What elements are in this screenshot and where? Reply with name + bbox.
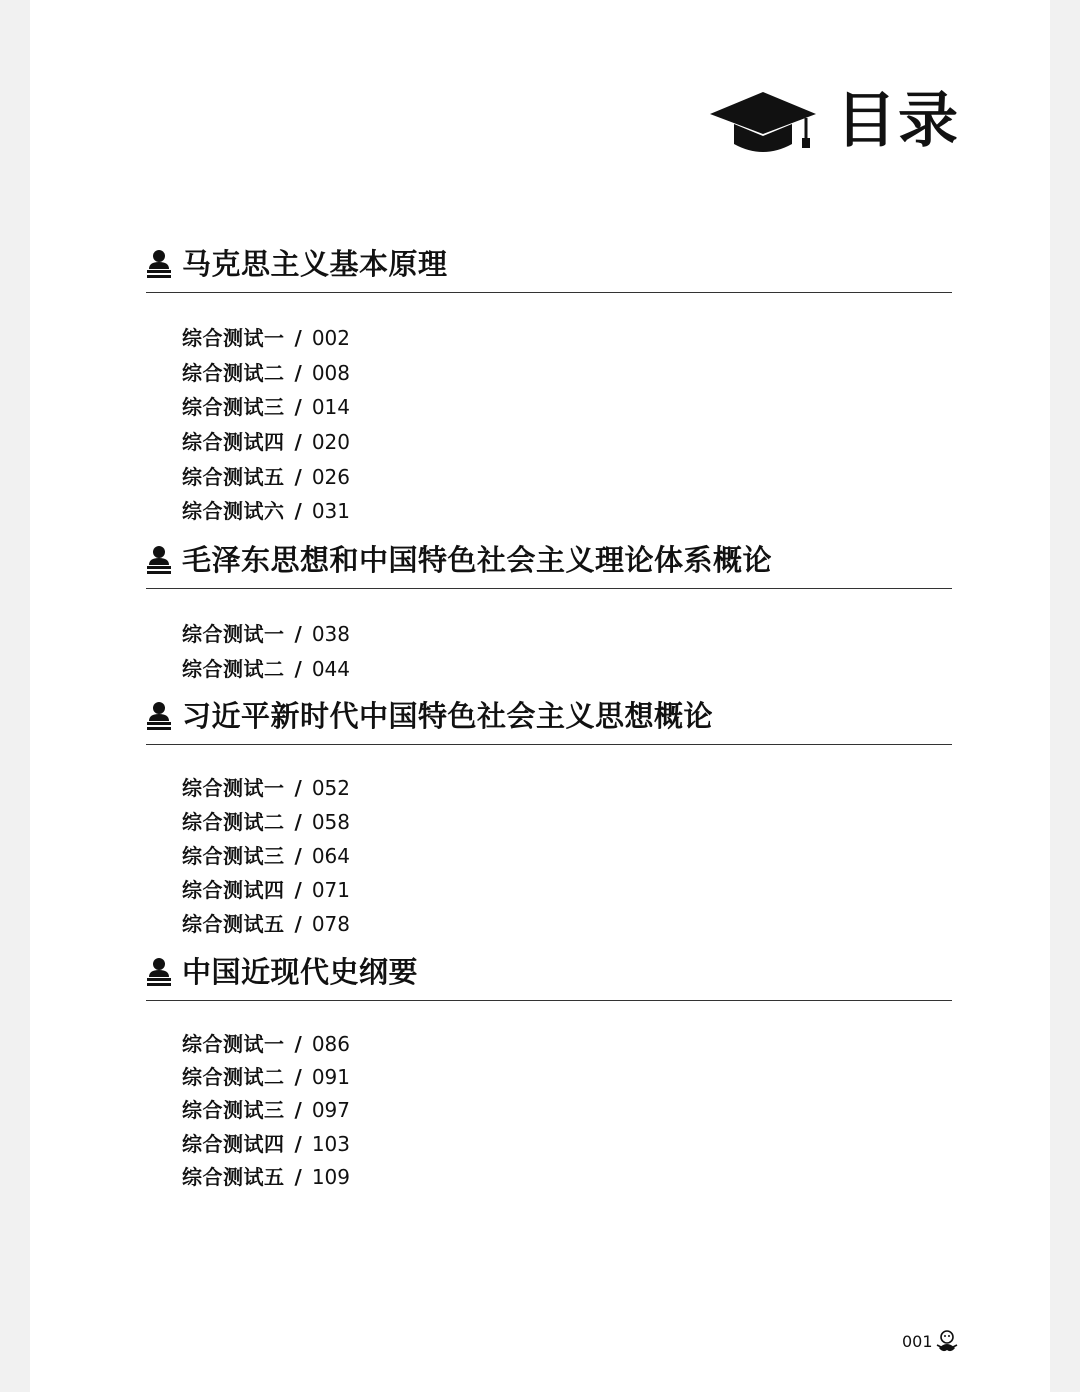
entry-list [146, 617, 952, 686]
entry-page-number: 026 [311, 464, 350, 489]
toc-section [146, 540, 952, 686]
section-title: 马克思主义基本原理 [182, 246, 448, 281]
entry-separator: / [294, 1065, 302, 1090]
entry-separator: / [294, 395, 302, 420]
section-divider [146, 588, 952, 589]
toc-section [146, 696, 952, 941]
entry-separator: / [294, 810, 302, 834]
entry-separator: / [294, 912, 302, 936]
contents-header [710, 88, 960, 154]
section-title: 习近平新时代中国特色社会主义思想概论 [182, 698, 714, 733]
section-header [146, 540, 952, 580]
entry-separator: / [294, 360, 302, 385]
entry-label: 综合测试四 [182, 878, 285, 902]
page-footer [902, 1328, 960, 1354]
page-number: 001 [902, 1331, 933, 1351]
reader-person-icon [146, 957, 172, 987]
entry-page-number: 044 [311, 656, 350, 681]
toc-entry[interactable] [182, 907, 952, 941]
reader-person-icon [146, 701, 172, 731]
toc-entry[interactable] [182, 321, 952, 356]
entry-label: 综合测试二 [182, 656, 285, 681]
toc-entry[interactable] [182, 1161, 952, 1194]
toc-entry[interactable] [182, 356, 952, 391]
toc-entry[interactable] [182, 390, 952, 425]
entry-label: 综合测试三 [182, 844, 285, 868]
section-title: 毛泽东思想和中国特色社会主义理论体系概论 [182, 542, 773, 577]
entry-label: 综合测试四 [182, 430, 285, 455]
toc-entry[interactable] [182, 494, 952, 529]
entry-page-number: 086 [311, 1031, 350, 1056]
entry-page-number: 002 [311, 326, 350, 351]
entry-list [146, 321, 952, 529]
entry-label: 综合测试二 [182, 360, 285, 385]
entry-page-number: 064 [311, 844, 350, 868]
toc-entry[interactable] [182, 1094, 952, 1127]
entry-page-number: 052 [311, 776, 350, 800]
section-divider [146, 1000, 952, 1001]
toc-section [146, 952, 952, 1194]
section-header [146, 244, 952, 284]
entry-separator: / [294, 499, 302, 524]
entry-page-number: 097 [311, 1098, 350, 1123]
toc-entry[interactable] [182, 652, 952, 687]
entry-label: 综合测试三 [182, 395, 285, 420]
toc-entry[interactable] [182, 425, 952, 460]
toc-entry[interactable] [182, 1060, 952, 1093]
entry-separator: / [294, 326, 302, 351]
mascot-icon [934, 1328, 960, 1354]
entry-label: 综合测试二 [182, 810, 285, 834]
section-divider [146, 744, 952, 745]
entry-label: 综合测试三 [182, 1098, 285, 1123]
entry-page-number: 020 [311, 430, 350, 455]
toc-entry[interactable] [182, 805, 952, 839]
entry-label: 综合测试五 [182, 464, 285, 489]
entry-label: 综合测试五 [182, 912, 285, 936]
section-title: 中国近现代史纲要 [182, 954, 419, 989]
section-header [146, 696, 952, 736]
section-divider [146, 292, 952, 293]
section-header [146, 952, 952, 992]
entry-page-number: 031 [311, 499, 350, 524]
graduation-cap-icon [710, 88, 816, 154]
entry-label: 综合测试六 [182, 499, 285, 524]
entry-list [146, 1027, 952, 1194]
toc-entry[interactable] [182, 617, 952, 652]
entry-separator: / [294, 776, 302, 800]
entry-separator: / [294, 1131, 302, 1156]
page-title: 目录 [836, 86, 960, 156]
entry-separator: / [294, 1165, 302, 1190]
toc-entry[interactable] [182, 459, 952, 494]
entry-separator: / [294, 656, 302, 681]
toc-entry[interactable] [182, 1027, 952, 1060]
entry-list [146, 771, 952, 941]
entry-label: 综合测试四 [182, 1131, 285, 1156]
entry-separator: / [294, 844, 302, 868]
entry-page-number: 071 [311, 878, 350, 902]
toc-section [146, 244, 952, 529]
entry-label: 综合测试一 [182, 326, 285, 351]
document-page [30, 0, 1050, 1392]
toc-entry[interactable] [182, 771, 952, 805]
reader-person-icon [146, 249, 172, 279]
entry-label: 综合测试一 [182, 622, 285, 647]
entry-label: 综合测试五 [182, 1165, 285, 1190]
entry-page-number: 014 [311, 395, 350, 420]
entry-separator: / [294, 622, 302, 647]
toc-entry[interactable] [182, 1127, 952, 1160]
entry-separator: / [294, 430, 302, 455]
entry-label: 综合测试一 [182, 1031, 285, 1056]
entry-page-number: 038 [311, 622, 350, 647]
entry-label: 综合测试一 [182, 776, 285, 800]
toc-entry[interactable] [182, 873, 952, 907]
entry-page-number: 058 [311, 810, 350, 834]
reader-person-icon [146, 545, 172, 575]
entry-page-number: 091 [311, 1065, 350, 1090]
entry-page-number: 109 [311, 1165, 350, 1190]
entry-separator: / [294, 878, 302, 902]
entry-separator: / [294, 1031, 302, 1056]
entry-separator: / [294, 464, 302, 489]
entry-separator: / [294, 1098, 302, 1123]
toc-entry[interactable] [182, 839, 952, 873]
entry-page-number: 008 [311, 360, 350, 385]
entry-page-number: 078 [311, 912, 350, 936]
entry-label: 综合测试二 [182, 1065, 285, 1090]
entry-page-number: 103 [311, 1131, 350, 1156]
